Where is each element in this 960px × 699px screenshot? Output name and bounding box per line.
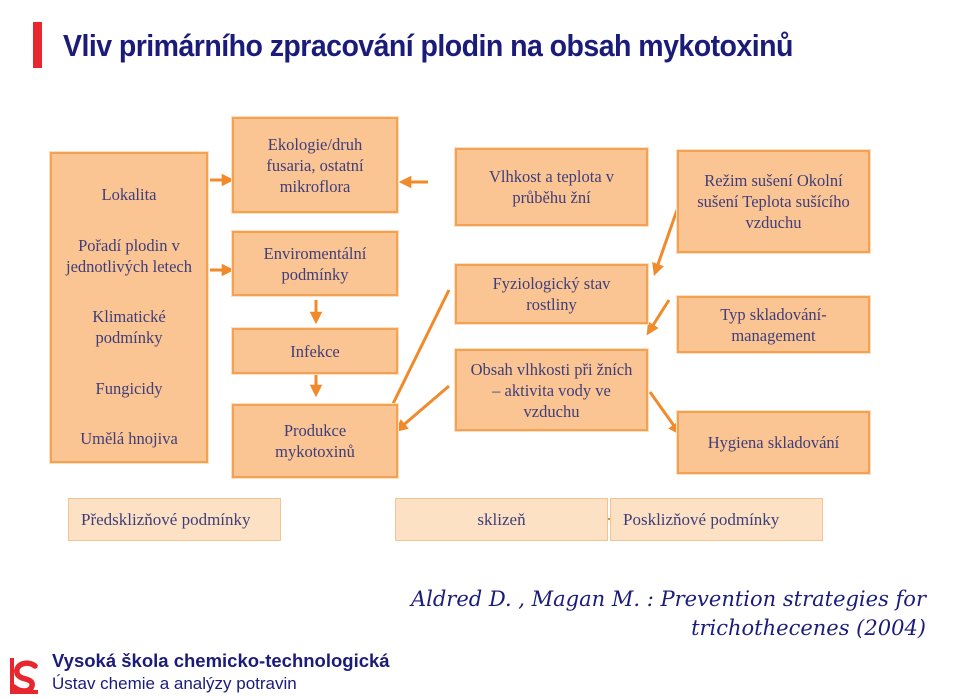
- box-hygiena: [677, 411, 870, 474]
- box-rezim: [677, 150, 870, 253]
- box-produkce-text: Produkce mykotoxinů: [275, 421, 355, 461]
- left-factor-hnojiva: Umělá hnojiva: [80, 429, 178, 448]
- timeline-pre-harvest-label: Předsklizňové podmínky: [81, 509, 251, 529]
- page-title: Vliv primárního zpracování plodin na obsah mykotoxinů: [63, 28, 793, 63]
- box-produkce: [232, 404, 398, 478]
- timeline-harvest: [395, 498, 608, 541]
- arrow-obsah-to-produkce: [400, 386, 449, 428]
- box-ekologie-text: Ekologie/druh fusaria, ostatní mikroflora: [266, 134, 364, 196]
- box-typ-text: Typ skladování-management: [720, 304, 827, 345]
- arrow-hygiena-to-obsah: [650, 392, 677, 430]
- arrow-typ-to-obsah: [650, 300, 669, 330]
- box-obsah: [455, 349, 648, 431]
- citation-line-2: trichothecenes (2004): [691, 616, 926, 640]
- left-factor-poradi: Pořadí plodin v jednotlivých letech: [66, 235, 192, 276]
- box-obsah-text: Obsah vlhkosti při žních – aktivita vody ve vzduchu: [470, 359, 633, 421]
- box-infekce: [232, 328, 398, 374]
- left-factors-box: [50, 152, 208, 463]
- box-enviro-text: Enviromentální podmínky: [263, 243, 367, 284]
- box-vlhkost-text: Vlhkost a teplota v průběhu žní: [488, 167, 615, 207]
- box-ekologie: [232, 117, 398, 213]
- timeline-post-harvest: [610, 498, 823, 541]
- footer-school-name: Vysoká škola chemicko-technologická: [52, 650, 390, 671]
- box-infekce-text: Infekce: [290, 341, 340, 361]
- timeline-pre-harvest: [68, 498, 281, 541]
- box-rezim-text: Režim sušení Okolní sušení Teplota sušícího vzduchu: [697, 171, 850, 232]
- box-vlhkost: [455, 148, 648, 226]
- footer-institute-name: Ústav chemie a analýzy potravin: [52, 674, 297, 693]
- box-hygiena-text: Hygiena skladování: [707, 433, 840, 452]
- citation: [367, 585, 926, 643]
- vscht-logo-icon: [4, 652, 44, 698]
- box-fyzio: [455, 264, 648, 324]
- arrow-rezim-to-fyzio: [656, 210, 677, 270]
- box-typ: [677, 296, 870, 353]
- left-factor-fungicidy: Fungicidy: [95, 378, 163, 398]
- timeline-harvest-label: sklizeň: [477, 509, 526, 529]
- box-fyzio-text: Fyziologický stav rostliny: [492, 274, 611, 314]
- timeline-post-harvest-label: Posklizňové podmínky: [623, 509, 780, 529]
- left-factor-klima: Klimatické podmínky: [92, 307, 166, 347]
- box-enviro: [232, 231, 398, 296]
- citation-line-1: Aldred D. , Magan M. : Prevention strategies for: [410, 587, 926, 611]
- left-factor-lokalita: Lokalita: [101, 185, 157, 204]
